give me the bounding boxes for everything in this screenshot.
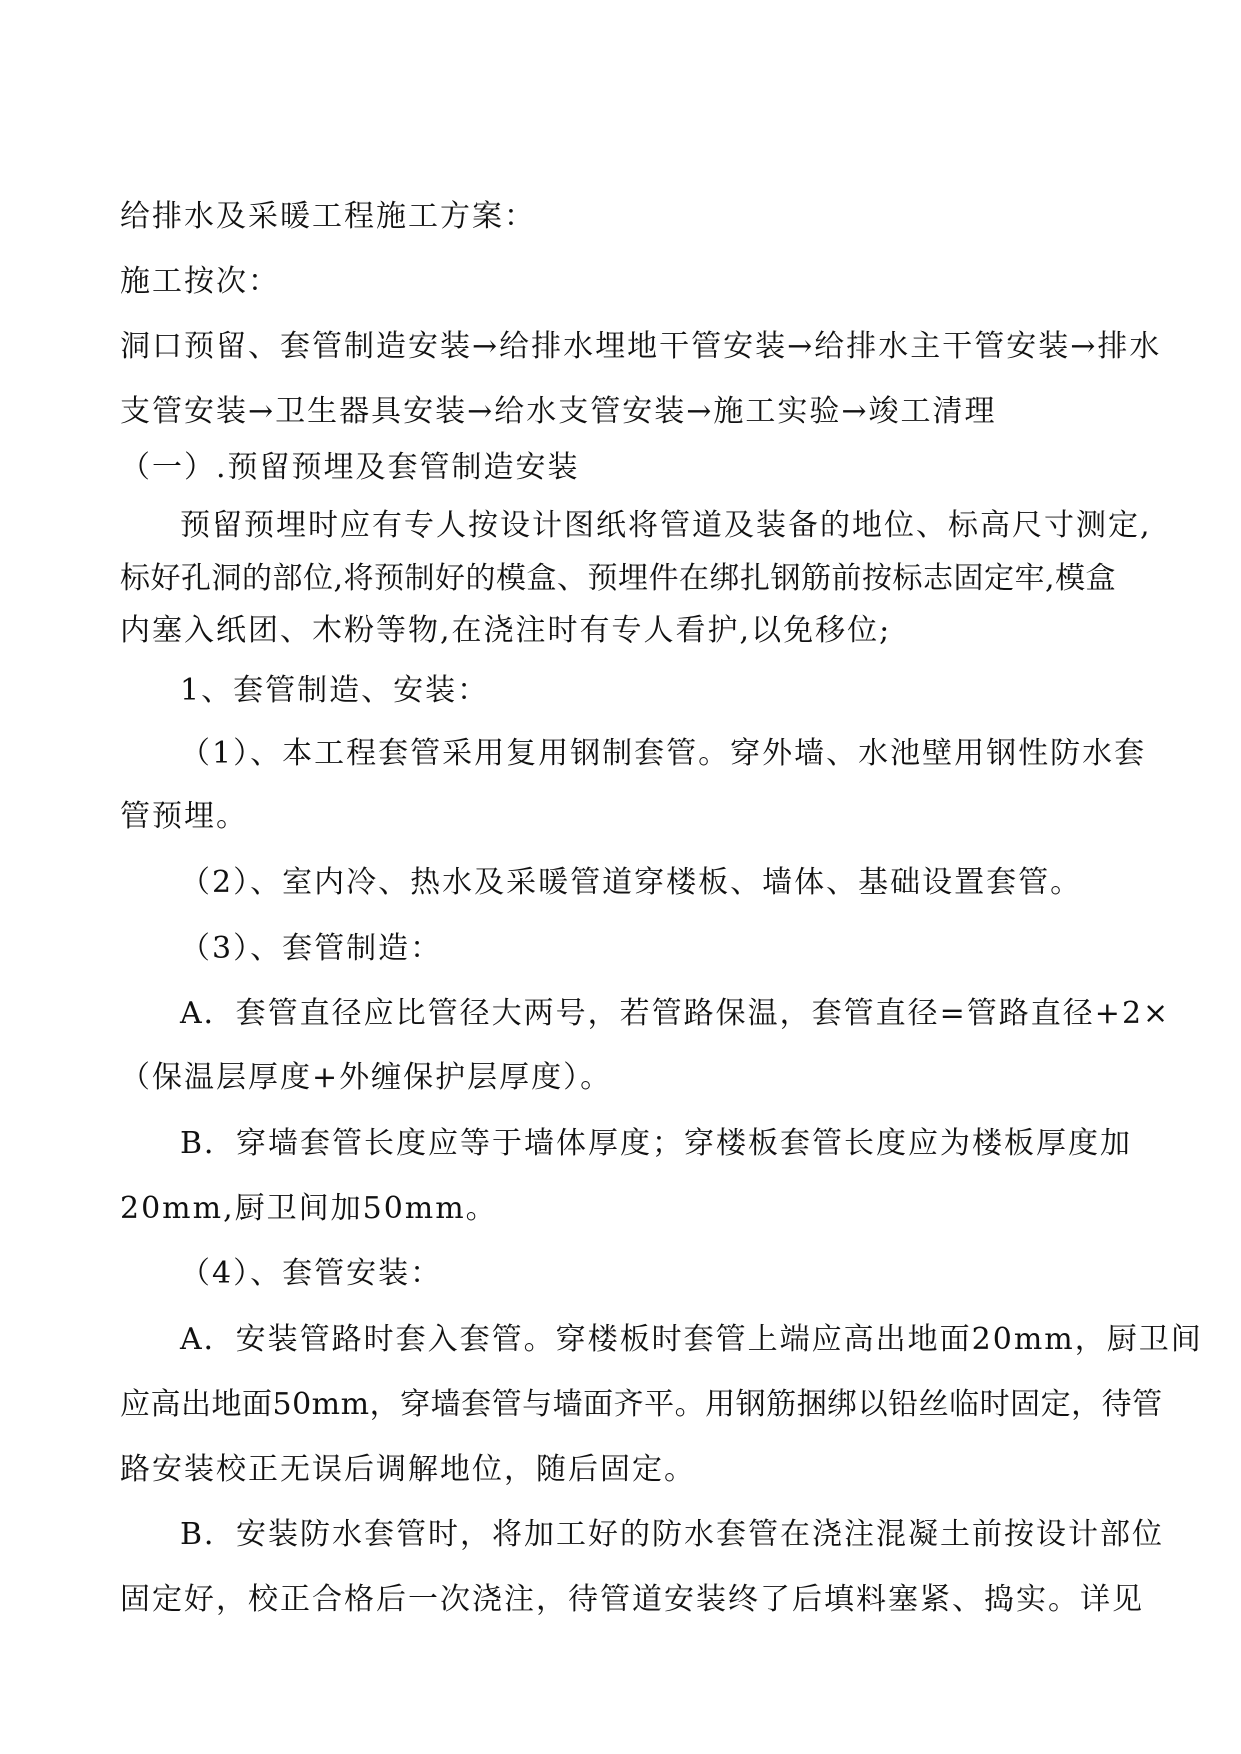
paragraph-1-line-2: 标好孔洞的部位,将预制好的模盒、预埋件在绑扎钢筋前按标志固定牢,模盒 [120,561,1117,596]
construction-sequence-heading: 施工按次： [120,264,280,299]
item-4-heading: （4）、套管安装： [180,1256,443,1291]
sequence-line-2: 支管安装→卫生器具安装→给水支管安装→施工实验→竣工清理 [120,394,997,429]
item-4-a-line-1: A．安装管路时套入套管。穿楼板时套管上端应高出地面20mm，厨卫间 [180,1322,1203,1357]
item-3-a-line-1: A．套管直径应比管径大两号，若管路保温，套管直径=管路直径+2× [180,996,1171,1031]
item-1-line-1: （1）、本工程套管采用复用钢制套管。穿外墙、水池壁用钢性防水套 [180,736,1147,771]
item-2: （2）、室内冷、热水及采暖管道穿楼板、墙体、基础设置套管。 [180,865,1083,900]
item-1-line-2: 管预埋。 [120,799,248,834]
item-3-heading: （3）、套管制造： [180,931,443,966]
subsection-heading-1: 1、套管制造、安装： [180,673,490,708]
paragraph-1-line-3: 内塞入纸团、木粉等物,在浇注时有专人看护,以免移位; [120,613,892,648]
item-4-a-line-3: 路安装校正无误后调解地位，随后固定。 [120,1452,696,1487]
item-3-a-line-2: （保温层厚度+外缠保护层厚度）。 [120,1060,613,1095]
item-4-a-line-2: 应高出地面50mm，穿墙套管与墙面齐平。用钢筋捆绑以铅丝临时固定，待管 [120,1387,1163,1422]
section-heading-1: （一）.预留预埋及套管制造安装 [120,450,580,485]
item-4-b-line-1: B．安装防水套管时，将加工好的防水套管在浇注混凝土前按设计部位 [180,1517,1165,1552]
document-title: 给排水及采暖工程施工方案： [120,199,536,234]
paragraph-1-line-1: 预留预埋时应有专人按设计图纸将管道及装备的地位、标高尺寸测定, [180,508,1152,543]
item-3-b-line-2: 20mm,厨卫间加50mm。 [120,1191,498,1226]
item-3-b-line-1: B．穿墙套管长度应等于墙体厚度；穿楼板套管长度应为楼板厚度加 [180,1126,1133,1161]
sequence-line-1: 洞口预留、套管制造安装→给排水埋地干管安装→给排水主干管安装→排水 [120,329,1162,364]
item-4-b-line-2: 固定好，校正合格后一次浇注，待管道安装终了后填料塞紧、捣实。详见 [120,1582,1144,1617]
